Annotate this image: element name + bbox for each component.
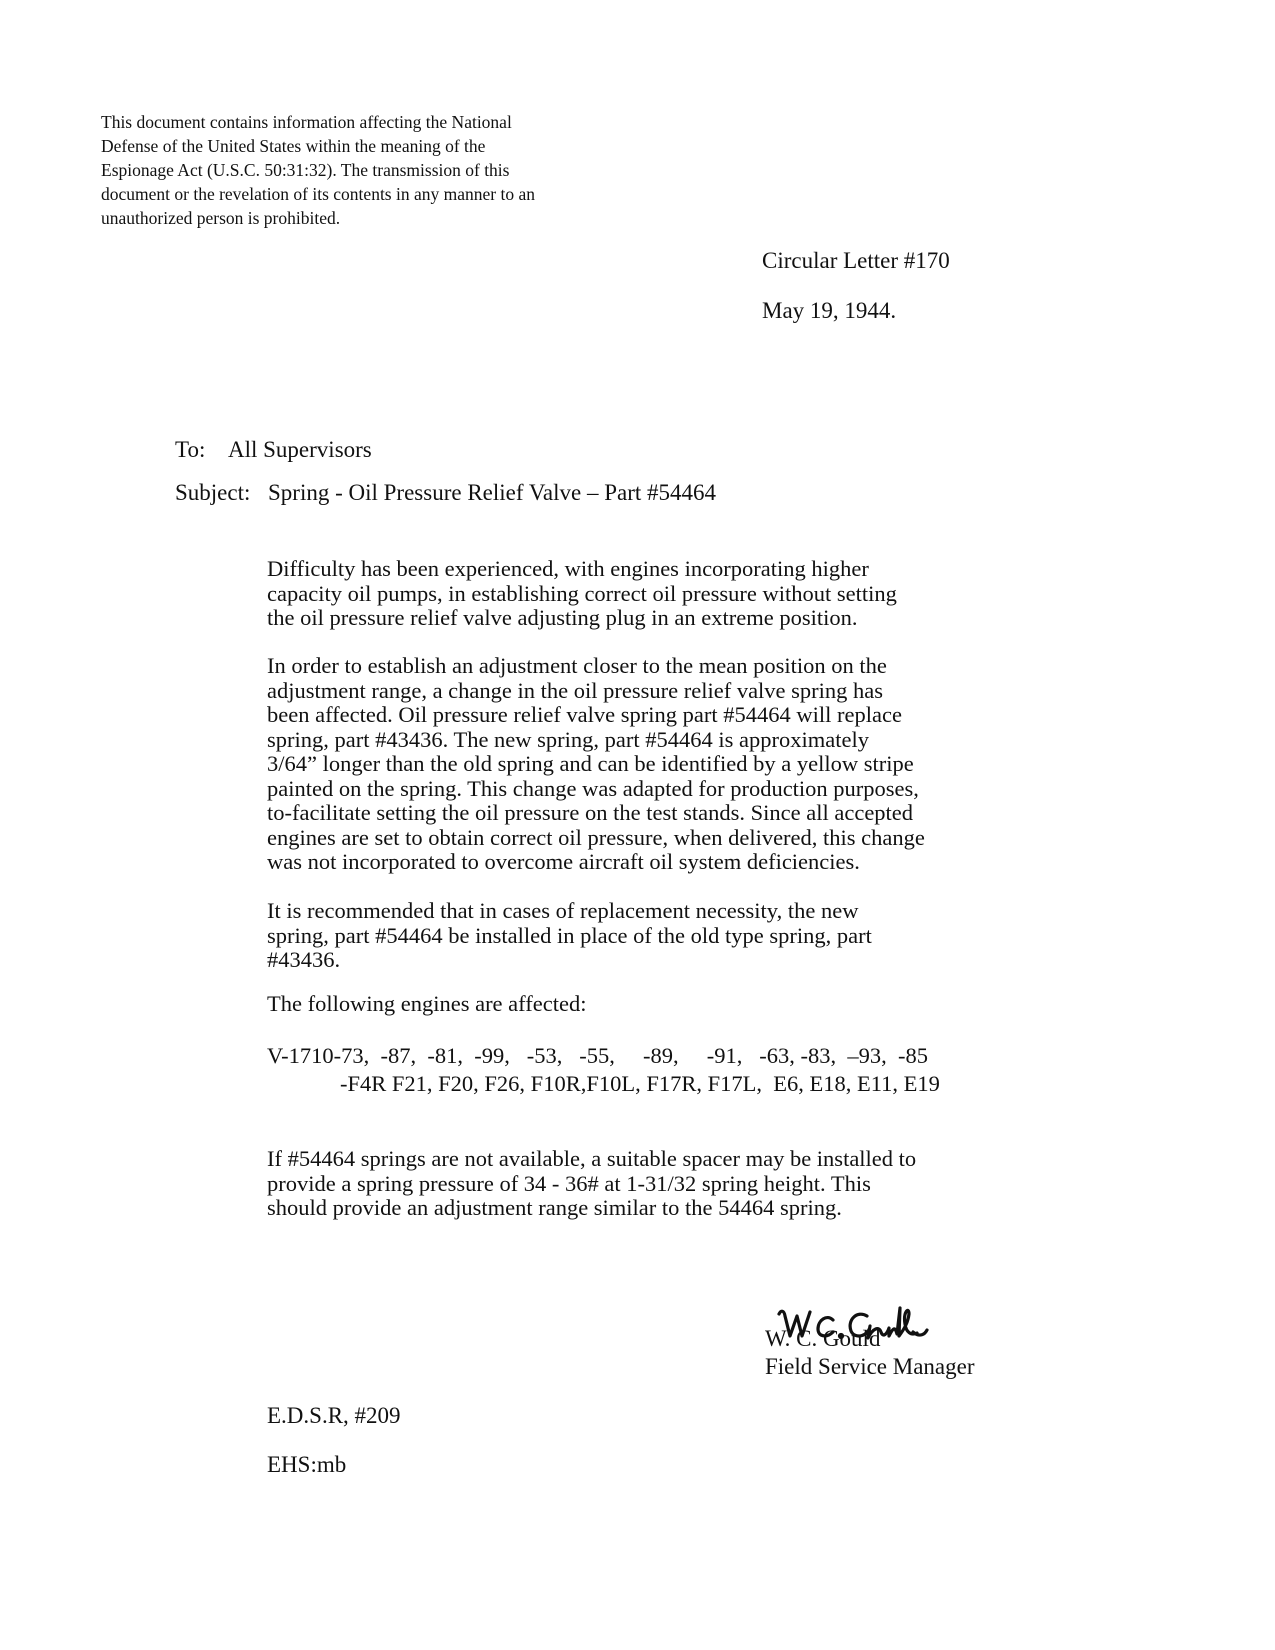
paragraph-line: spring, part #54464 be installed in place of the old type spring, part	[267, 922, 872, 948]
signer-name: W. C. Gould	[765, 1326, 881, 1351]
paragraph-line: engines are set to obtain correct oil pressure, when delivered, this change	[267, 824, 925, 850]
paragraph-5	[267, 1147, 916, 1221]
paragraph-line: It is recommended that in cases of replacement necessity, the new	[267, 898, 859, 923]
subject-label: Subject:	[175, 480, 251, 505]
typist-initials: EHS:mb	[267, 1452, 347, 1477]
paragraph-line: 3/64” longer than the old spring and can be identified by a yellow stripe	[267, 751, 914, 776]
notice-line: unauthorized person is prohibited.	[101, 208, 341, 228]
to-value: All Supervisors	[228, 437, 372, 462]
paragraph-2	[267, 654, 925, 875]
paragraph-line: capacity oil pumps, in establishing correct oil pressure without setting	[267, 580, 897, 606]
paragraph-line: #43436.	[267, 947, 341, 972]
signer-title: Field Service Manager	[765, 1354, 975, 1379]
subject-line	[175, 479, 716, 507]
engines-line-2: -F4R F21, F20, F26, F10R,F10L, F17R, F17L, E6, E18, E11, E19	[340, 1071, 940, 1096]
paragraph-line: to-facilitate setting the oil pressure on the test stands. Since all accepted	[267, 800, 914, 825]
paragraph-line: was not incorporated to overcome aircraft oil system deficiencies.	[267, 849, 860, 874]
to-line	[175, 436, 372, 464]
paragraph-line: been affected. Oil pressure relief valve spring part #54464 will replace	[267, 702, 902, 727]
notice-line: This document contains information affecting the National	[101, 112, 512, 132]
notice-line: document or the revelation of its contents in any manner to an	[101, 184, 535, 204]
paragraph-line: should provide an adjustment range similar to the 54464 spring.	[267, 1195, 842, 1220]
paragraph-line: Difficulty has been experienced, with engines incorporating higher	[267, 556, 869, 581]
paragraph-line: the oil pressure relief valve adjusting plug in an extreme position.	[267, 605, 858, 630]
notice-line: Espionage Act (U.S.C. 50:31:32). The transmission of this	[101, 160, 510, 180]
circular-letter-number: Circular Letter #170	[762, 248, 950, 273]
paragraph-1	[267, 557, 897, 631]
security-notice	[101, 110, 621, 230]
paragraph-line: provide a spring pressure of 34 - 36# at 1-31/32 spring height. This	[267, 1170, 871, 1196]
subject-value: Spring - Oil Pressure Relief Valve – Part #54464	[268, 480, 717, 505]
reference-number: E.D.S.R, #209	[267, 1403, 401, 1428]
paragraph-line: spring, part #43436. The new spring, part #54464 is approximately	[267, 726, 869, 752]
letter-date: May 19, 1944.	[762, 298, 897, 323]
paragraph-line: In order to establish an adjustment closer to the mean position on the	[267, 653, 887, 678]
paragraph-3	[267, 899, 872, 973]
paragraph-4: The following engines are affected:	[267, 991, 587, 1016]
paragraph-line: painted on the spring. This change was adapted for production purposes,	[267, 775, 919, 801]
to-label: To:	[175, 437, 206, 462]
paragraph-line: adjustment range, a change in the oil pressure relief valve spring has	[267, 677, 884, 703]
paragraph-line: If #54464 springs are not available, a suitable spacer may be installed to	[267, 1146, 917, 1171]
engines-line-1: V-1710-73, -87, -81, -99, -53, -55, -89, -91, -63, -83, –93, -85	[267, 1043, 928, 1068]
notice-line: Defense of the United States within the meaning of the	[101, 136, 486, 156]
